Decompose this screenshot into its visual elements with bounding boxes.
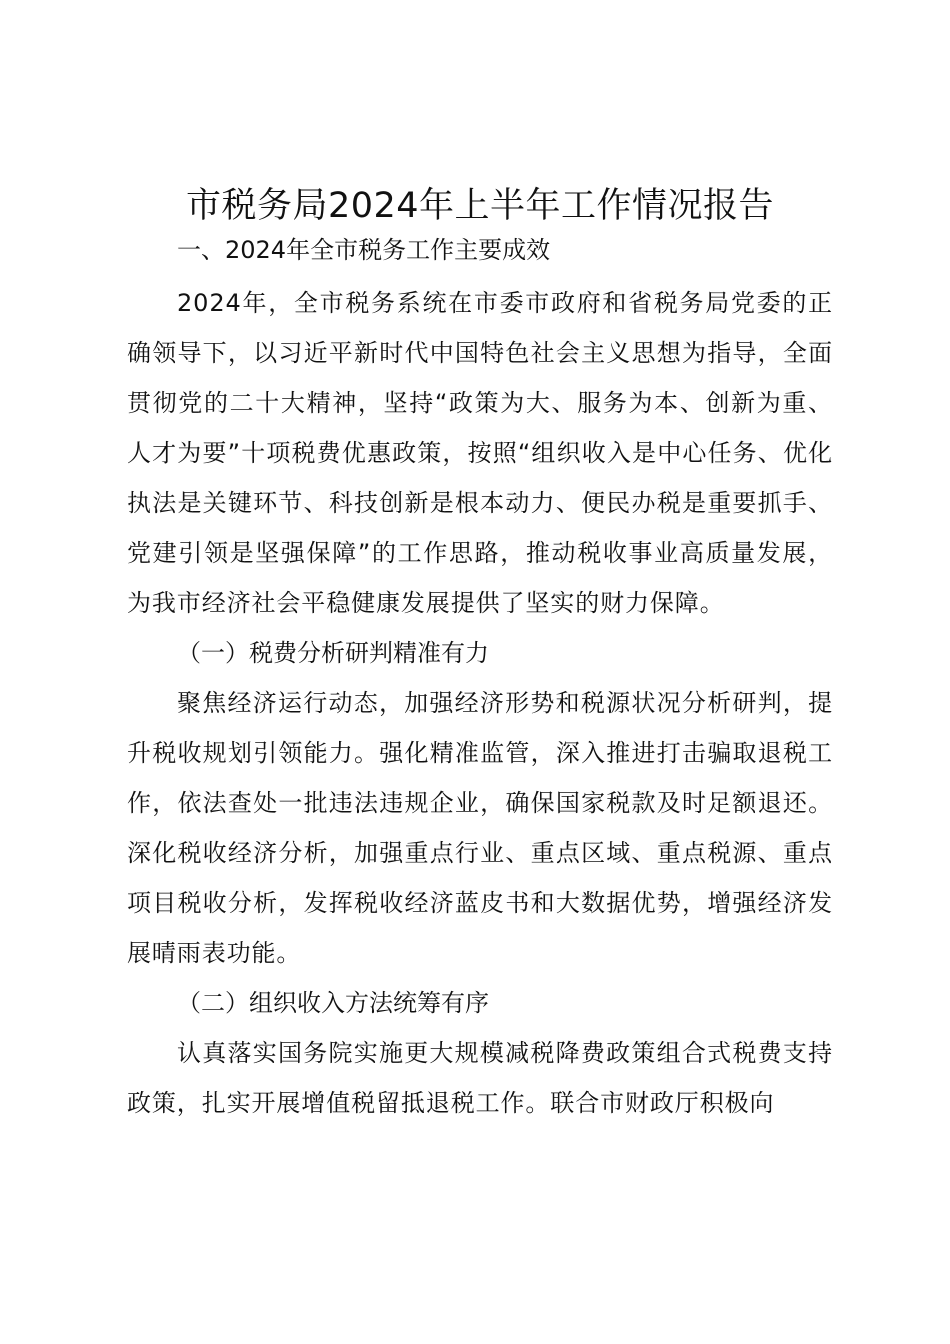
section-heading-1: 一、2024年全市税务工作主要成效 [177, 236, 551, 264]
document-body [127, 180, 833, 1128]
paragraph-revenue-organization: 认真落实国务院实施更大规模减税降费政策组合式税费支持政策，扎实开展增值税留抵退税工作。联合市财政厅积极向 [127, 1039, 833, 1117]
subsection-heading-1: （一）税费分析研判精准有力 [177, 639, 489, 667]
paragraph-overview: 2024年，全市税务系统在市委市政府和省税务局党委的正确领导下，以习近平新时代中国特色社会主义思想为指导，全面贯彻党的二十大精神，坚持“政策为大、服务为本、创新为重、人才为要”十项税费优惠政策，按照“组织收入是中心任务、优化执法是关键环节、科技创新是根本动力、便民办税是重要抓手、党建引领是坚强保障”的工作思路，推动税收事业高质量发展，为我市经济社会平稳健康发展提供了坚实的财力保障。 [127, 289, 833, 617]
document-title: 市税务局2024年上半年工作情况报告 [185, 186, 775, 226]
paragraph-tax-analysis: 聚焦经济运行动态，加强经济形势和税源状况分析研判，提升税收规划引领能力。强化精准监管，深入推进打击骗取退税工作，依法查处一批违法违规企业，确保国家税款及时足额退还。深化税收经济分析，加强重点行业、重点区域、重点税源、重点项目税收分析，发挥税收经济蓝皮书和大数据优势，增强经济发展晴雨表功能。 [127, 689, 833, 967]
subsection-heading-2: （二）组织收入方法统筹有序 [177, 989, 489, 1017]
